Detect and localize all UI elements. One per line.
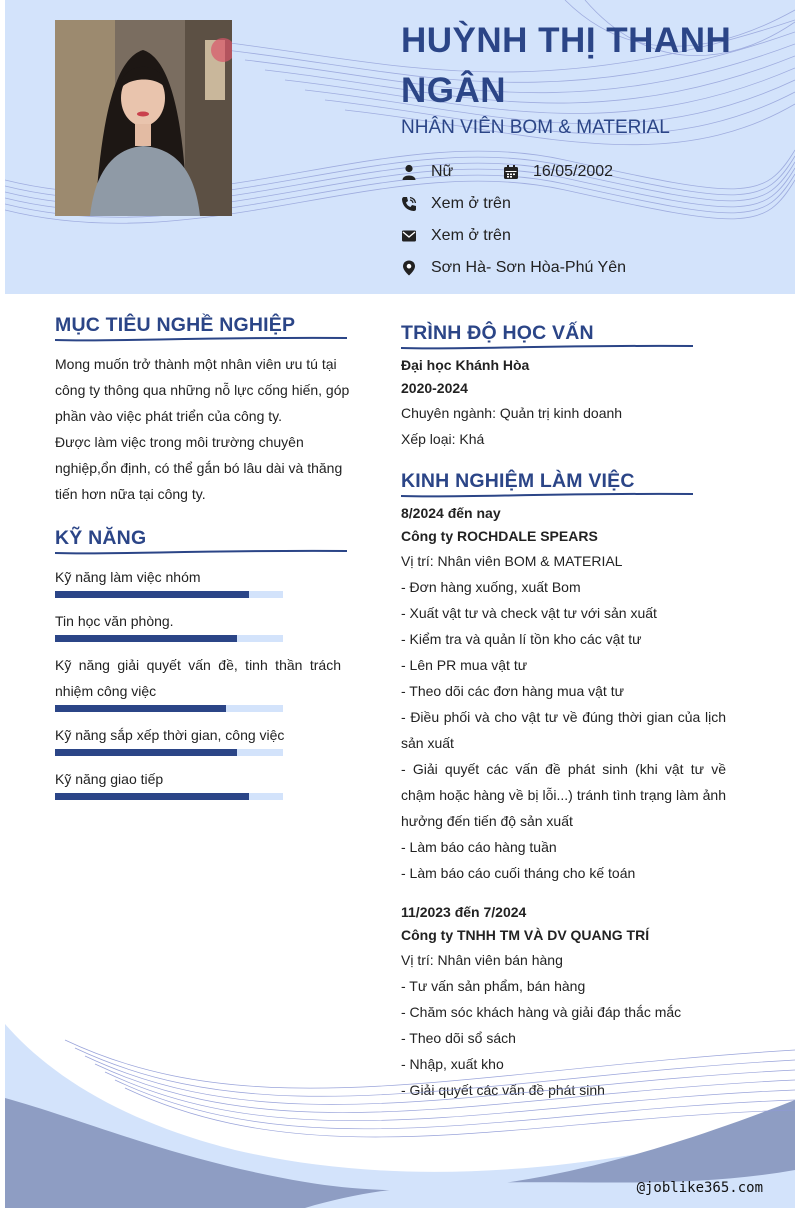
address-row [401,257,626,279]
email-row [401,225,511,247]
phone-value: Xem ở trên [431,195,511,212]
mail-icon [401,228,417,244]
birthdate-row [503,161,613,183]
job-duty: - Theo dõi các đơn hàng mua vật tư [401,683,624,699]
job-duty: - Nhập, xuất kho [401,1056,504,1072]
skills-heading: KỸ NĂNG [55,527,147,549]
skill-bar [55,705,283,712]
objective-line: phần vào việc phát triển của công ty. [55,408,282,424]
candidate-name [401,16,781,116]
email-value: Xem ở trên [431,227,511,244]
job-duty: - Kiểm tra và quản lí tồn kho các vật tư [401,631,642,647]
skill-bar-fill [55,793,249,800]
job-duty: - Lên PR mua vật tư [401,657,528,673]
profile-photo [55,20,232,216]
job-period: 11/2023 đến 7/2024 [401,904,527,920]
location-pin-icon [401,260,417,276]
footer-wave-decoration [5,1010,795,1208]
objective-underline [55,336,347,342]
skill-bar [55,591,283,598]
cv-page [5,0,795,1208]
candidate-name-line1: HUỲNH THỊ THANH [401,21,732,60]
gender-value: Nữ [431,163,454,180]
header [5,0,795,294]
experience-underline [401,492,693,498]
education-major: Chuyên ngành: Quản trị kinh doanh [401,405,623,421]
job-duty: - Điều phối và cho vật tư về đúng thời gian của lịch sản xuất [401,709,726,751]
education-years: 2020-2024 [401,380,468,396]
objective-heading: MỤC TIÊU NGHỀ NGHIỆP [55,314,296,336]
job-period: 8/2024 đến nay [401,505,501,521]
calendar-icon [503,164,519,180]
objective-text [55,351,355,507]
job-duty: - Giải quyết các vấn đề phát sinh [401,1082,605,1098]
skill-bar-fill [55,749,237,756]
education-school: Đại học Khánh Hòa [401,357,530,373]
phone-row [401,193,511,215]
job-duty: - Xuất vật tư và check vật tư với sản xuất [401,605,657,621]
objective-line: Mong muốn trở thành một nhân viên ưu tú tại [55,356,337,372]
job-position: Vị trí: Nhân viên BOM & MATERIAL [401,553,623,569]
gender-row [401,161,453,183]
skill-label: Kỹ năng sắp xếp thời gian, công việc [55,727,285,743]
skill-bar-fill [55,635,237,642]
education-grade: Xếp loại: Khá [401,431,485,447]
skill-label: Kỹ năng làm việc nhóm [55,569,201,585]
skill-label: Kỹ năng giải quyết vấn đề, tinh thần trách nhiệm công việc [55,657,341,699]
job-duty: - Tư vấn sản phẩm, bán hàng [401,978,586,994]
skill-bar [55,635,283,642]
job-duty: - Theo dõi sổ sách [401,1030,516,1046]
skill-bar-fill [55,705,226,712]
skill-label: Kỹ năng giao tiếp [55,771,164,787]
objective-line: tiến hơn nữa tại công ty. [55,486,206,502]
skill-bar [55,793,283,800]
job-duty: - Đơn hàng xuống, xuất Bom [401,579,581,595]
skill-bar-fill [55,591,249,598]
job-company: Công ty TNHH TM VÀ DV QUANG TRÍ [401,927,650,943]
job-duty: - Giải quyết các vấn đề phát sinh (khi vật tư về chậm hoặc hàng về bị lỗi...) tránh tình trạng làm ảnh hưởng đến tiến độ sản xuất [401,761,726,829]
objective-line: công ty thông qua những nỗ lực cống hiến, góp [55,382,350,398]
phone-icon [401,196,417,212]
experience-heading: KINH NGHIỆM LÀM VIỆC [401,470,635,492]
skill-label: Tin học văn phòng. [55,613,174,629]
objective-line: nghiệp,ổn định, có thể gắn bó lâu dài và thăng [55,460,343,476]
job-duty: - Làm báo cáo cuối tháng cho kế toán [401,865,636,881]
education-underline [401,344,693,350]
user-icon [401,164,417,180]
skill-bar [55,749,283,756]
skills-underline [55,549,347,555]
job-duty: - Làm báo cáo hàng tuần [401,839,557,855]
job-position: Vị trí: Nhân viên bán hàng [401,952,563,968]
education-heading: TRÌNH ĐỘ HỌC VẤN [401,322,594,344]
watermark: @joblike365.com [636,1180,763,1196]
job-company: Công ty ROCHDALE SPEARS [401,528,598,544]
birthdate-value: 16/05/2002 [533,163,614,180]
objective-line: Được làm việc trong môi trường chuyên [55,434,304,450]
address-value: Sơn Hà- Sơn Hòa-Phú Yên [431,259,627,276]
candidate-name-line2: NGÂN [401,71,507,110]
job-title: NHÂN VIÊN BOM & MATERIAL [401,117,670,138]
job-duty: - Chăm sóc khách hàng và giải đáp thắc mắc [401,1004,682,1020]
